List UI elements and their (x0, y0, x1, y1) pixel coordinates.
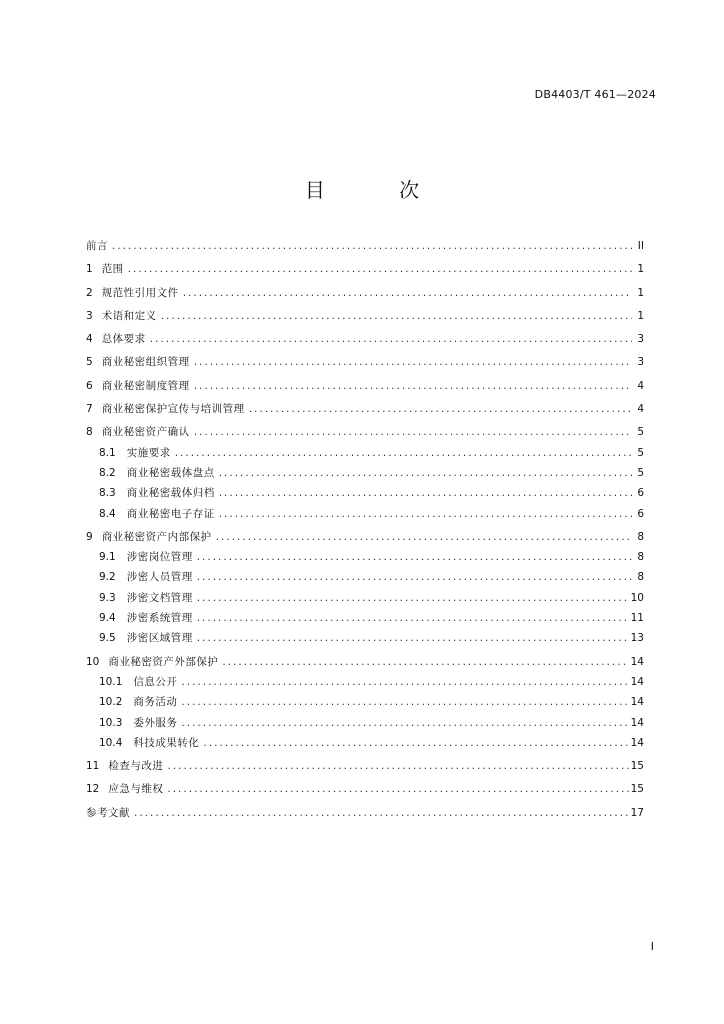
toc-leader-dots (222, 656, 628, 668)
toc-entry-label: 商业秘密资产外部保护 (108, 655, 219, 668)
toc-entry-number: 9 (86, 530, 93, 543)
toc-leader-dots (181, 696, 628, 708)
toc-entry-label: 委外服务 (133, 716, 178, 729)
toc-entry-label: 商业秘密制度管理 (101, 379, 190, 392)
toc-entry-label: 范围 (101, 263, 124, 276)
toc-entry-page: 8 (637, 551, 644, 564)
toc-leader-dots (194, 426, 632, 438)
toc-entry[interactable] (86, 285, 644, 305)
toc-leader-dots (194, 356, 632, 368)
toc-entry-label: 商业秘密保护宣传与培训管理 (101, 403, 245, 416)
toc-leader-dots (161, 310, 632, 322)
toc-leader-dots (112, 240, 632, 252)
toc-entry-page: 3 (637, 356, 644, 369)
toc-entry-number: 8.3 (99, 487, 116, 500)
toc-leader-dots (216, 531, 632, 543)
toc-entry-number: 10 (86, 655, 100, 668)
toc-entry-page: 14 (630, 675, 644, 688)
toc-entry-page: 4 (637, 379, 644, 392)
page-title: 目 次 (304, 178, 454, 202)
standard-code: DB4403/T 461—2024 (534, 88, 656, 101)
toc-entry[interactable] (86, 694, 644, 714)
toc-entry-label: 涉密岗位管理 (126, 551, 193, 564)
toc-entry-page: 6 (637, 487, 644, 500)
toc-leader-dots (197, 551, 632, 563)
toc-entry-page: 15 (630, 783, 644, 796)
toc-entry-number: 9.4 (99, 612, 116, 625)
toc-entry-number: 6 (86, 379, 93, 392)
toc-entry-number: 9.3 (99, 591, 116, 604)
toc-entry-number: 5 (86, 356, 93, 369)
toc-entry[interactable] (86, 654, 644, 674)
toc-entry[interactable] (86, 758, 644, 778)
toc-entry-label: 科技成果转化 (133, 736, 200, 749)
page-number: I (650, 940, 654, 953)
toc-entry[interactable] (86, 445, 644, 465)
toc-leader-dots (181, 717, 628, 729)
toc-entry-label: 信息公开 (133, 675, 178, 688)
toc-entry-label: 术语和定义 (101, 309, 157, 322)
toc-entry-page: 8 (637, 530, 644, 543)
toc-leader-dots (183, 287, 632, 299)
toc-entry-number: 10.1 (99, 675, 123, 688)
toc-leader-dots (197, 592, 629, 604)
toc-entry-page: 1 (637, 309, 644, 322)
toc-entry-number: 10.4 (99, 736, 123, 749)
toc-entry-number: 9.5 (99, 632, 116, 645)
toc-entry-page: 6 (637, 507, 644, 520)
toc-entry-label: 实施要求 (126, 446, 171, 459)
toc-leader-dots (167, 760, 628, 772)
toc-entry-page: 14 (630, 696, 644, 709)
toc-leader-dots (128, 263, 632, 275)
toc-entry[interactable] (86, 590, 644, 610)
toc-entry-number: 7 (86, 403, 93, 416)
toc-entry-label: 涉密人员管理 (126, 571, 193, 584)
toc-entry-number: 10.2 (99, 696, 123, 709)
toc-entry-label: 商业秘密组织管理 (101, 356, 190, 369)
toc-entry[interactable] (86, 308, 644, 328)
toc-entry[interactable] (86, 630, 644, 650)
table-of-contents (86, 238, 644, 825)
toc-entry-page: 11 (630, 612, 644, 625)
toc-entry-label: 商业秘密载体归档 (126, 487, 215, 500)
toc-entry-page: 14 (630, 716, 644, 729)
toc-leader-dots (249, 403, 632, 415)
toc-entry[interactable] (86, 485, 644, 505)
toc-entry-label: 总体要求 (101, 333, 146, 346)
toc-entry-label: 参考文献 (86, 806, 130, 819)
toc-leader-dots (167, 783, 628, 795)
toc-entry-label: 商业秘密电子存证 (126, 507, 215, 520)
toc-entry[interactable] (86, 506, 644, 526)
toc-leader-dots (181, 676, 628, 688)
toc-entry-number: 3 (86, 309, 93, 322)
toc-entry-page: 8 (637, 571, 644, 584)
toc-entry-page: 3 (637, 333, 644, 346)
toc-entry[interactable] (86, 569, 644, 589)
toc-entry[interactable] (86, 238, 644, 258)
toc-entry-label: 商业秘密资产确认 (101, 426, 190, 439)
toc-entry[interactable] (86, 354, 644, 374)
toc-entry-label: 商业秘密资产内部保护 (101, 530, 212, 543)
toc-leader-dots (219, 467, 632, 479)
toc-entry-page: 14 (630, 655, 644, 668)
toc-entry[interactable] (86, 781, 644, 801)
toc-entry-label: 应急与维权 (108, 783, 164, 796)
toc-leader-dots (194, 380, 632, 392)
toc-entry-number: 8 (86, 426, 93, 439)
toc-entry-page: 15 (630, 760, 644, 773)
toc-entry-number: 9.1 (99, 551, 116, 564)
toc-entry-page: 10 (630, 591, 644, 604)
toc-entry[interactable] (86, 805, 644, 825)
toc-entry-page: 5 (637, 466, 644, 479)
toc-entry[interactable] (86, 465, 644, 485)
toc-leader-dots (203, 737, 628, 749)
toc-entry-label: 规范性引用文件 (101, 286, 179, 299)
toc-entry-label: 涉密系统管理 (126, 612, 193, 625)
toc-entry-label: 商务活动 (133, 696, 178, 709)
toc-leader-dots (134, 807, 629, 819)
toc-entry[interactable] (86, 261, 644, 281)
toc-entry-page: 4 (637, 403, 644, 416)
toc-entry-number: 8.1 (99, 446, 116, 459)
toc-entry-page: 1 (637, 286, 644, 299)
toc-entry-number: 11 (86, 760, 100, 773)
toc-entry[interactable] (86, 549, 644, 569)
toc-entry-page: II (637, 240, 644, 252)
toc-entry-label: 检查与改进 (108, 760, 164, 773)
toc-entry-number: 12 (86, 783, 100, 796)
toc-entry-label: 前言 (86, 240, 108, 252)
toc-leader-dots (219, 487, 632, 499)
toc-leader-dots (197, 612, 629, 624)
toc-entry[interactable] (86, 378, 644, 398)
toc-entry-page: 1 (637, 263, 644, 276)
toc-leader-dots (197, 632, 629, 644)
toc-entry-number: 8.2 (99, 466, 116, 479)
toc-entry-page: 14 (630, 736, 644, 749)
toc-entry-label: 涉密文档管理 (126, 591, 193, 604)
toc-entry-label: 涉密区域管理 (126, 632, 193, 645)
toc-leader-dots (219, 508, 632, 520)
toc-entry[interactable] (86, 529, 644, 549)
toc-entry-number: 9.2 (99, 571, 116, 584)
toc-entry-number: 4 (86, 333, 93, 346)
toc-entry-number: 8.4 (99, 507, 116, 520)
toc-leader-dots (197, 571, 632, 583)
toc-entry-page: 17 (630, 806, 644, 819)
toc-entry-number: 10.3 (99, 716, 123, 729)
toc-entry[interactable] (86, 331, 644, 351)
toc-entry[interactable] (86, 610, 644, 630)
toc-entry-number: 2 (86, 286, 93, 299)
toc-entry-label: 商业秘密载体盘点 (126, 466, 215, 479)
toc-leader-dots (150, 333, 632, 345)
toc-entry-page: 5 (637, 426, 644, 439)
toc-entry-page: 13 (630, 632, 644, 645)
toc-entry-page: 5 (637, 446, 644, 459)
toc-entry[interactable] (86, 715, 644, 735)
toc-entry[interactable] (86, 674, 644, 694)
toc-entry[interactable] (86, 735, 644, 755)
toc-entry[interactable] (86, 401, 644, 421)
toc-leader-dots (175, 447, 632, 459)
toc-entry[interactable] (86, 424, 644, 444)
toc-entry-number: 1 (86, 263, 93, 276)
